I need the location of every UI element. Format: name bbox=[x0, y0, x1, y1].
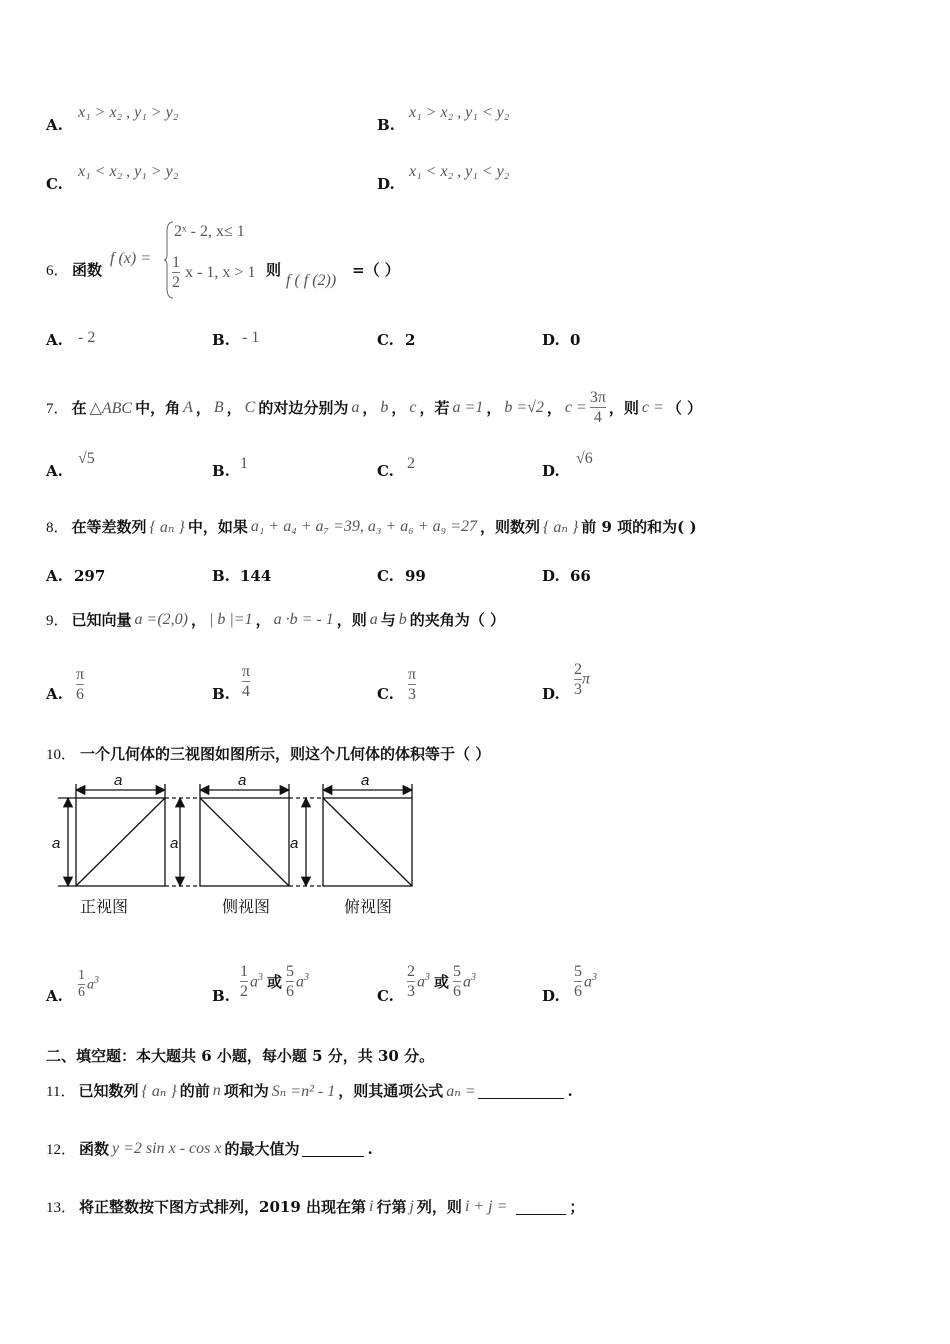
q12-end: . bbox=[367, 1139, 373, 1158]
q7-angle-c: C bbox=[244, 398, 256, 416]
side-view-diagonal bbox=[200, 798, 289, 886]
q5-option-a-label: A. bbox=[46, 116, 63, 134]
q11-number: 11． bbox=[46, 1084, 76, 1100]
q9-option-d-num: 2 bbox=[574, 661, 582, 678]
q9-option-b-label: B. bbox=[212, 685, 230, 703]
q7-text-5: ，则 bbox=[608, 399, 639, 417]
q11-answer-blank[interactable] bbox=[478, 1082, 564, 1099]
q6-option-a-value: - 2 bbox=[78, 329, 96, 346]
q6-option-d-value: 0 bbox=[570, 331, 581, 349]
q9-option-b-num: π bbox=[242, 663, 251, 680]
q12-stem bbox=[46, 1138, 373, 1159]
q7-angle-a: A bbox=[183, 398, 193, 416]
front-left-label: a bbox=[52, 835, 61, 852]
q7-cond-c: c = bbox=[564, 398, 587, 416]
side-left-label: a bbox=[170, 835, 179, 852]
q6-case2-rest: x - 1, x > 1 bbox=[185, 264, 256, 281]
q7-option-b-value: 1 bbox=[240, 455, 248, 472]
q10-option-a-value: $\frac{1}{6}$ $a^3$ bbox=[78, 968, 99, 1000]
q10-option-d-label: D. bbox=[542, 987, 560, 1005]
top-view-caption: 俯视图 bbox=[344, 897, 393, 916]
q7-cond-a: a =1 bbox=[452, 398, 484, 416]
q7-text-2: 中，角 bbox=[135, 399, 181, 417]
q8-option-c-value: 99 bbox=[405, 567, 426, 585]
q9-option-a-label: A. bbox=[46, 685, 63, 703]
q5-option-b-text: x₁ > x₂ , y₁ < y₂ bbox=[409, 104, 510, 121]
q9-option-c-den: 3 bbox=[408, 686, 417, 703]
side-top-label: a bbox=[238, 772, 247, 789]
q10-stem: 一个几何体的三视图如图所示，则这个几何体的体积等于（ ） bbox=[80, 745, 491, 763]
q9-option-b-frac bbox=[242, 662, 250, 701]
q10-option-b-label: B. bbox=[212, 987, 230, 1005]
q11-text-2: 的前 bbox=[179, 1082, 210, 1100]
q13-j: j bbox=[409, 1197, 414, 1215]
q9-option-d-frac bbox=[574, 660, 590, 699]
q7-option-b-label: B. bbox=[212, 462, 230, 480]
top-top-label: a bbox=[361, 772, 370, 789]
q12-function: y =2 sin x - cos x bbox=[112, 1139, 222, 1157]
q9-text-3: 与 bbox=[380, 611, 396, 629]
front-view-diagonal bbox=[76, 798, 165, 886]
q7-cond-b: b =√2 bbox=[504, 398, 544, 416]
q8-text-3: ，则数列 bbox=[479, 518, 540, 536]
q10-option-c-or: 或 bbox=[434, 973, 450, 991]
q11-text-1: 已知数列 bbox=[78, 1082, 139, 1100]
q11-text-3: 项和为 bbox=[223, 1082, 269, 1100]
q11-an: aₙ = bbox=[446, 1082, 476, 1100]
q7-cond-c-frac bbox=[590, 388, 606, 427]
q6-ask: =（ ） bbox=[352, 261, 400, 279]
q8-seq-2: { aₙ } bbox=[543, 518, 579, 536]
side-view-caption: 侧视图 bbox=[222, 897, 271, 916]
q8-number: 8． bbox=[46, 520, 69, 536]
q8-text-1: 在等差数列 bbox=[71, 518, 147, 536]
q11-text-4: ，则其通项公式 bbox=[338, 1082, 444, 1100]
q13-ij: i + j = bbox=[464, 1197, 508, 1215]
q7-triangle: △ABC bbox=[89, 399, 133, 417]
q5-option-a-text: x₁ > x₂ , y₁ > y₂ bbox=[78, 104, 179, 121]
q5-option-d-text: x₁ < x₂ , y₁ < y₂ bbox=[409, 163, 510, 180]
q8-stem bbox=[46, 516, 697, 537]
q7-ask-c: c = bbox=[641, 398, 664, 416]
q8-condition: a₁ + a₄ + a₇ =39, a₃ + a₆ + a₉ =27 bbox=[250, 517, 477, 535]
q11-seq: { aₙ } bbox=[141, 1082, 177, 1100]
q11-end: . bbox=[567, 1081, 573, 1100]
q12-text-2: 的最大值为 bbox=[224, 1140, 300, 1158]
q6-stem: 函数 bbox=[72, 261, 103, 279]
q9-option-c-frac bbox=[408, 665, 416, 704]
q9-text-1: 已知向量 bbox=[71, 611, 132, 629]
q9-a: a bbox=[369, 610, 378, 628]
q12-text-1: 函数 bbox=[79, 1140, 110, 1158]
q6-option-d-label: D. bbox=[542, 331, 560, 349]
q6-option-c-value: 2 bbox=[405, 331, 416, 349]
q10-number: 10． bbox=[46, 747, 77, 763]
q11-stem bbox=[46, 1080, 573, 1101]
q7-option-a-value: √5 bbox=[78, 450, 95, 467]
q8-seq: { aₙ } bbox=[149, 518, 185, 536]
q7-option-c-value: 2 bbox=[407, 455, 415, 472]
q11-n: n bbox=[212, 1081, 221, 1099]
q6-case1: 2ˣ - 2, x≤ 1 bbox=[174, 223, 245, 240]
q9-norm-b: | b |=1 bbox=[209, 610, 253, 628]
q9-stem: 9． 已知向量 a =(2,0) ， | b |=1 ， a ·b = - 1 ，则 a 与 b 的夹角为（ ） bbox=[46, 610, 505, 629]
q7-side-c: c bbox=[409, 398, 417, 416]
section-2-title: 二、填空题：本大题共 6 小题，每小题 5 分，共 30 分。 bbox=[46, 1047, 435, 1065]
q13-text-1: 将正整数按下图方式排列，2019 出现在第 bbox=[79, 1198, 366, 1216]
q10-option-a-label: A. bbox=[46, 987, 63, 1005]
q12-number: 12． bbox=[46, 1142, 77, 1158]
q13-answer-blank[interactable] bbox=[516, 1198, 566, 1215]
q7-text-4: ，若 bbox=[419, 399, 450, 417]
q8-option-b-label: B. bbox=[212, 567, 230, 585]
q9-text-2: ，则 bbox=[336, 611, 367, 629]
q5-option-c-label: C. bbox=[46, 175, 63, 193]
q7-number: 7． bbox=[46, 401, 69, 417]
q6-then: 则 bbox=[266, 261, 282, 279]
q9-vec-a: a =(2,0) bbox=[134, 610, 188, 628]
top-view-diagonal bbox=[323, 798, 412, 886]
q7-side-b: b bbox=[380, 398, 389, 416]
q13-text-3: 列，则 bbox=[416, 1198, 462, 1216]
q9-dot: a ·b = - 1 bbox=[273, 610, 334, 628]
q8-option-d-value: 66 bbox=[570, 567, 591, 585]
q6-option-c-label: C. bbox=[377, 331, 394, 349]
q7-text-1: 在 bbox=[71, 399, 87, 417]
front-top-label: a bbox=[114, 772, 123, 789]
q11-sn: Sₙ =n² - 1 bbox=[271, 1082, 336, 1100]
front-view-caption: 正视图 bbox=[80, 897, 129, 916]
q13-text-2: 行第 bbox=[376, 1198, 407, 1216]
q13-end: ； bbox=[569, 1198, 585, 1216]
q8-option-c-label: C. bbox=[377, 567, 394, 585]
q9-option-a-den: 6 bbox=[76, 686, 85, 703]
q8-text-4: 前 9 项的和为( ) bbox=[581, 518, 697, 536]
q7-text-3: 的对边分别为 bbox=[258, 399, 349, 417]
q10-option-d-value: $\frac{5}{6}$ $a^3$ bbox=[574, 963, 597, 1000]
q5-option-b-label: B. bbox=[377, 116, 395, 134]
q6-case2-den: 2 bbox=[172, 274, 180, 291]
q9-text-4: 的夹角为（ ） bbox=[409, 611, 505, 629]
q9-number: 9． bbox=[46, 613, 69, 629]
q7-option-d-value: √6 bbox=[576, 450, 593, 467]
q8-option-d-label: D. bbox=[542, 567, 560, 585]
three-view-figure bbox=[48, 768, 420, 920]
q7-stem: 7． 在 △ABC 中，角 A ， B ， C 的对边分别为 a ， b ， c ，若 a =1 ， b =√2 ， c = $\frac{3\pi}{4}$ ，则 c = （ ） bbox=[46, 389, 703, 426]
q8-option-a-label: A. bbox=[46, 567, 63, 585]
q5-option-c-text: x₁ < x₂ , y₁ > y₂ bbox=[78, 163, 179, 180]
q8-text-2: 中，如果 bbox=[187, 518, 248, 536]
q6-ffx: f ( f (2)) bbox=[286, 272, 337, 289]
q9-b: b bbox=[398, 610, 407, 628]
q7-angle-b: B bbox=[213, 398, 224, 416]
q6-number: 6． bbox=[46, 263, 69, 279]
q7-option-c-label: C. bbox=[377, 462, 394, 480]
q7-option-a-label: A. bbox=[46, 462, 63, 480]
q9-option-d-suffix: π bbox=[582, 670, 591, 688]
q7-cond-c-num: 3π bbox=[589, 389, 606, 406]
q9-option-d-den: 3 bbox=[574, 681, 582, 698]
q7-side-a: a bbox=[351, 398, 360, 416]
q9-option-c-num: π bbox=[408, 666, 417, 683]
q8-option-a-value: 297 bbox=[74, 567, 106, 585]
q8-option-b-value: 144 bbox=[240, 567, 272, 585]
q6-case2-num: 1 bbox=[172, 254, 180, 271]
q6-option-b-value: - 1 bbox=[242, 329, 260, 346]
q10-option-b-value: $\frac{1}{2}$ $a^3$ 或 $\frac{5}{6}$ $a^3$ bbox=[240, 963, 310, 1000]
q9-option-c-label: C. bbox=[377, 685, 394, 703]
q13-i: i bbox=[369, 1197, 374, 1215]
q7-option-d-label: D. bbox=[542, 462, 560, 480]
q6-option-a-label: A. bbox=[46, 331, 63, 349]
q9-option-a-frac bbox=[76, 665, 84, 704]
q6-case2 bbox=[172, 253, 255, 292]
q10-option-c-label: C. bbox=[377, 987, 394, 1005]
q5-option-d-label: D. bbox=[377, 175, 395, 193]
q7-paren: （ ） bbox=[666, 399, 703, 417]
q6-case2-frac bbox=[172, 253, 180, 292]
q6-option-b-label: B. bbox=[212, 331, 230, 349]
q9-option-b-den: 4 bbox=[242, 683, 251, 700]
q9-option-a-num: π bbox=[76, 666, 85, 683]
q10-option-b-or: 或 bbox=[267, 973, 283, 991]
top-left-label: a bbox=[290, 835, 299, 852]
q10-option-c-value: $\frac{2}{3}$ $a^3$ 或 $\frac{5}{6}$ $a^3$ bbox=[407, 963, 477, 1000]
q13-stem bbox=[46, 1196, 584, 1217]
q7-cond-c-den: 4 bbox=[593, 409, 602, 426]
q12-answer-blank[interactable] bbox=[302, 1140, 364, 1157]
q6-fx: f (x) = bbox=[110, 250, 151, 267]
q13-number: 13． bbox=[46, 1200, 77, 1216]
q9-option-d-label: D. bbox=[542, 685, 560, 703]
